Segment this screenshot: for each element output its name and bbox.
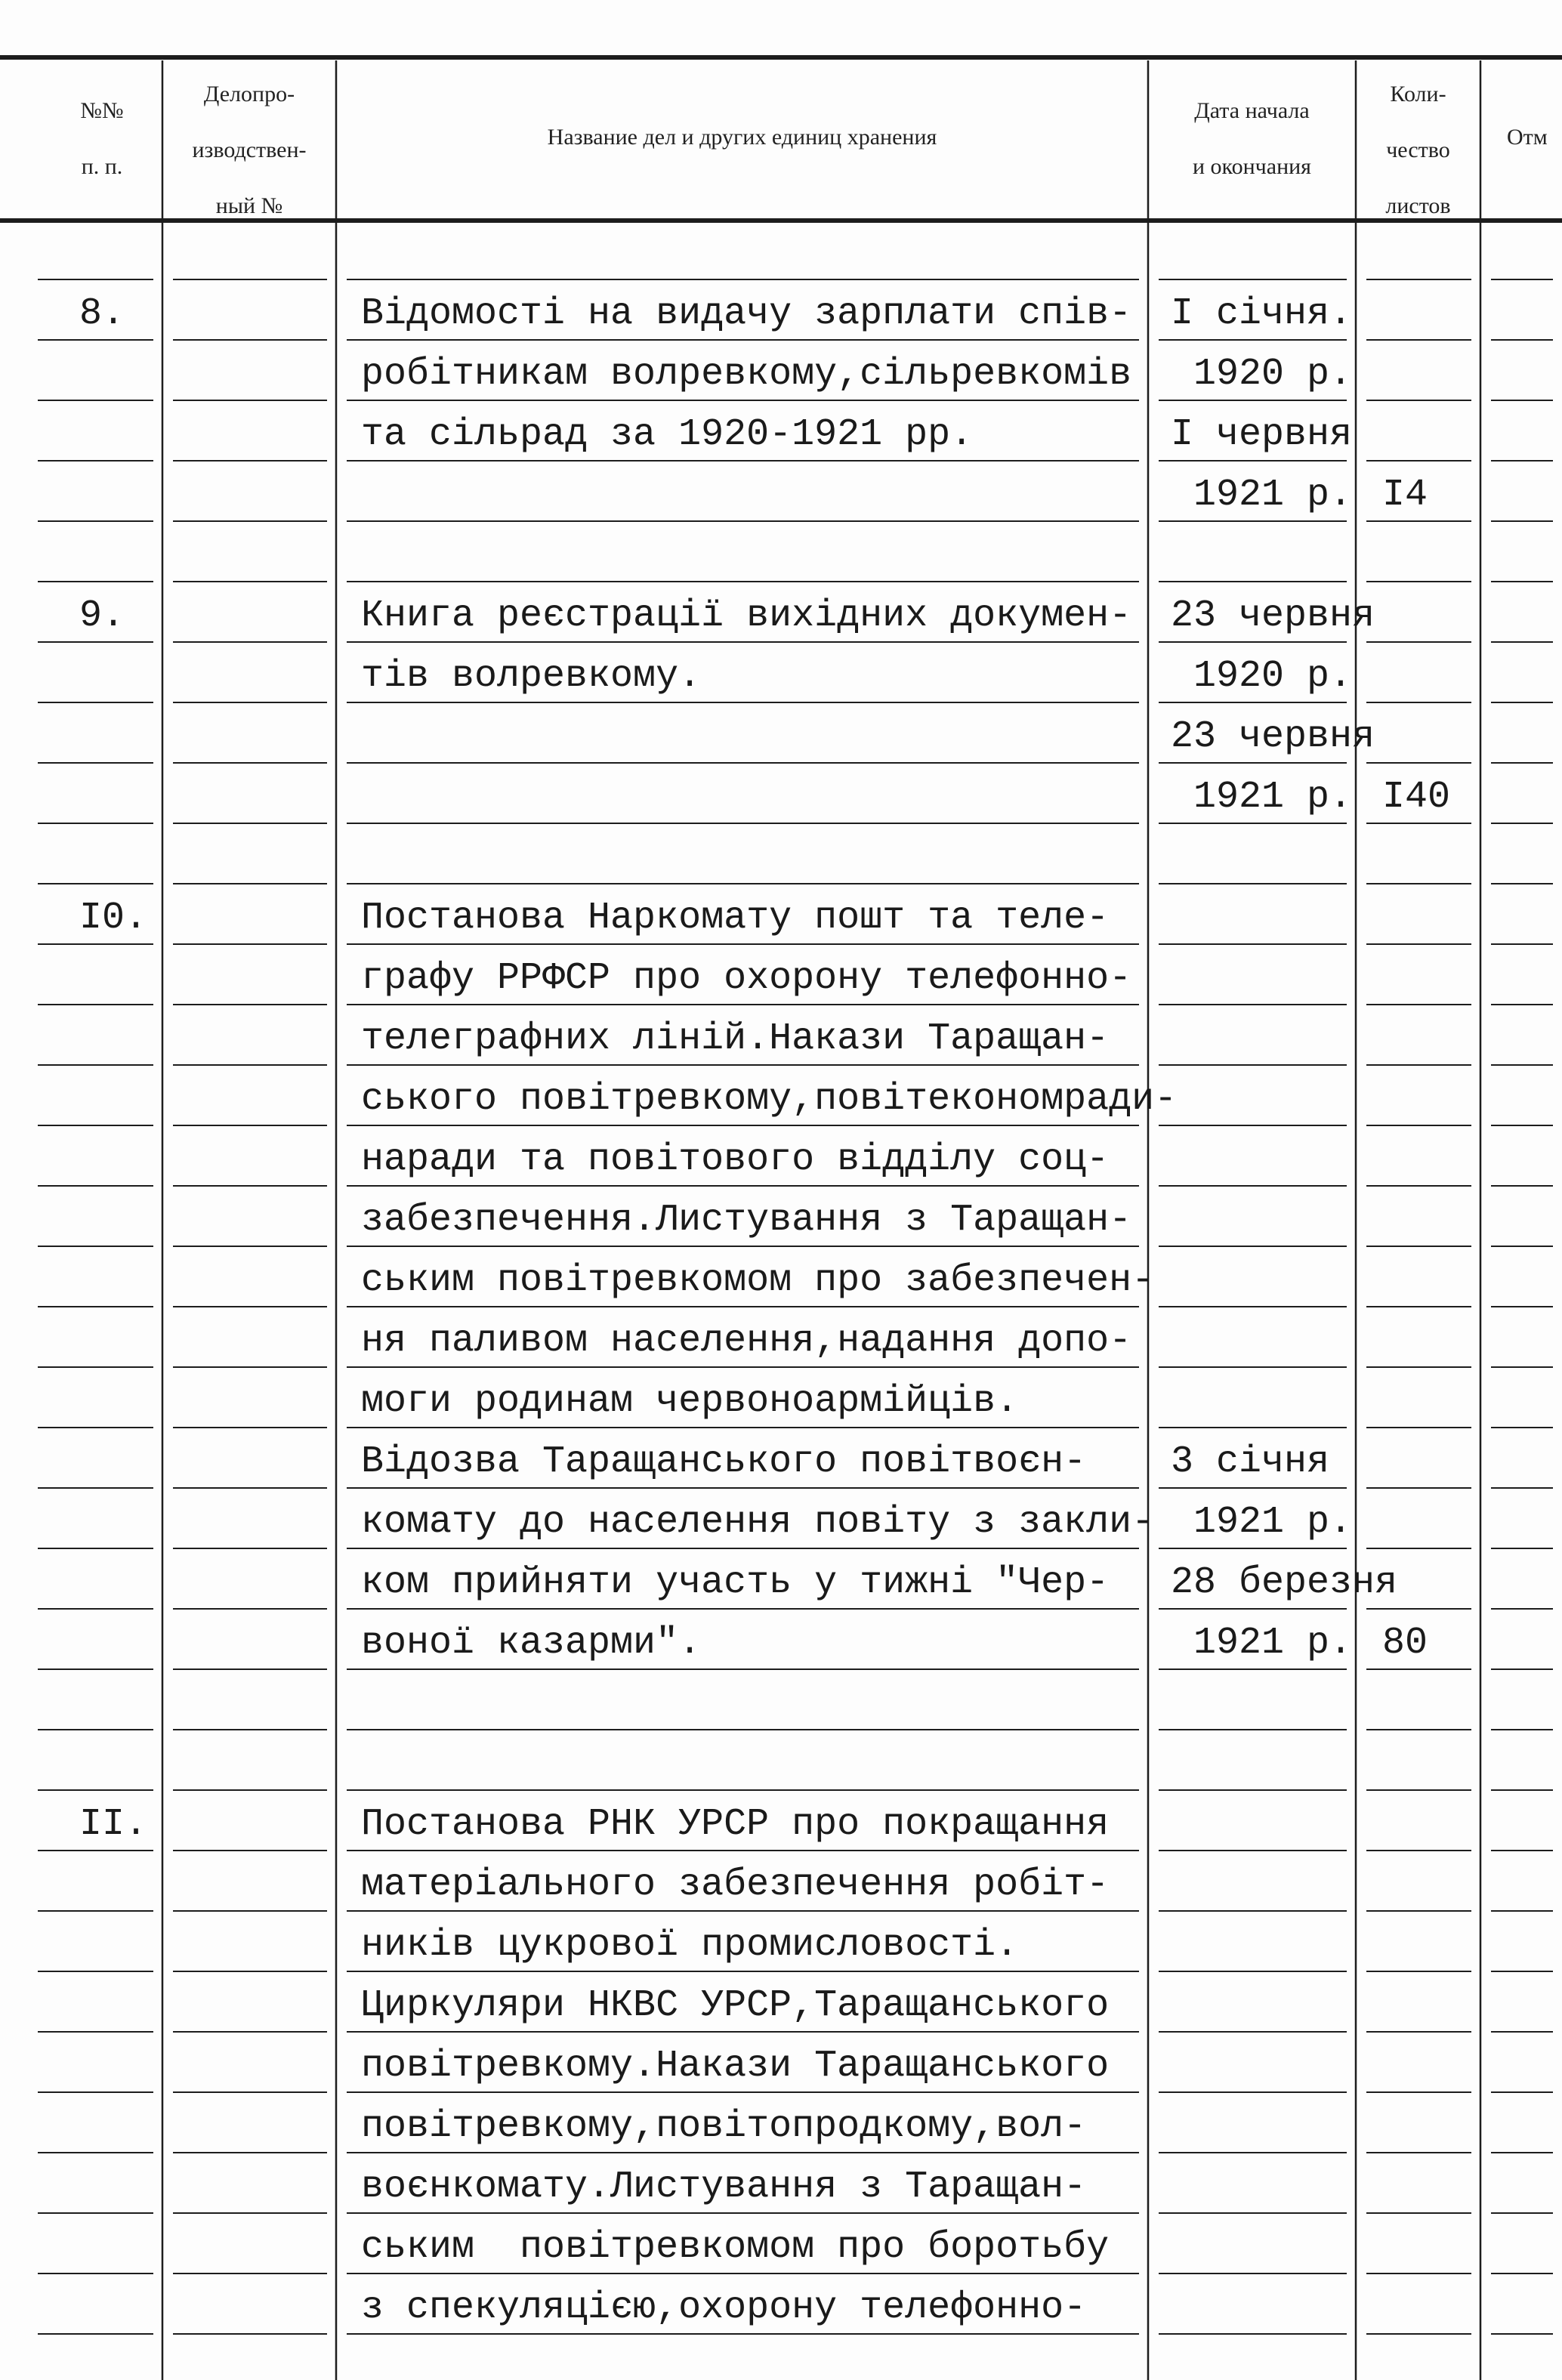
entry-title-line: графу РРФСР про охорону телефонно- bbox=[361, 957, 1132, 1000]
entry-title-line: робітникам волревкому,сільревкомів bbox=[361, 353, 1132, 396]
header-number-line: п. п. bbox=[81, 154, 123, 179]
entry-number: 9. bbox=[79, 594, 125, 637]
entry-sheet-count: 80 bbox=[1382, 1622, 1428, 1665]
entry-title-line: Постанова Наркомату пошт та теле- bbox=[361, 897, 1110, 940]
header-office-line: Делопро- bbox=[203, 82, 295, 106]
entry-number: II. bbox=[79, 1803, 148, 1846]
entry-title-line: повітревкому,повітопродкому,вол- bbox=[361, 2105, 1087, 2148]
entry-date-line: 1921 р. bbox=[1193, 1501, 1353, 1544]
entry-title-line: телеграфних ліній.Накази Таращан- bbox=[361, 1017, 1110, 1060]
header-office-line: ный № bbox=[215, 193, 283, 218]
entry-sheet-count: I40 bbox=[1382, 776, 1451, 819]
header-office-number bbox=[162, 66, 336, 234]
header-dates-line: Дата начала bbox=[1194, 98, 1310, 123]
entry-title-line: тів волревкому. bbox=[361, 655, 702, 698]
header-office-line: изводствен- bbox=[192, 137, 307, 162]
entry-title-line: ським повітревкомом про забезпечен- bbox=[361, 1259, 1155, 1302]
entry-date-line: 28 березня bbox=[1171, 1561, 1398, 1604]
entry-number: 8. bbox=[79, 292, 125, 335]
entry-title-line: ком прийняти участь у тижні "Чер- bbox=[361, 1561, 1110, 1604]
entry-date-line: I червня bbox=[1171, 413, 1353, 456]
header-dates-line: и окончания bbox=[1193, 154, 1311, 179]
header-sheets-line: Коли- bbox=[1390, 82, 1446, 106]
entry-title-line: Постанова РНК УРСР про покращання bbox=[361, 1803, 1110, 1846]
entry-title-line: з спекуляцією,охорону телефонно- bbox=[361, 2286, 1087, 2329]
entry-title-line: наради та повітового відділу соц- bbox=[361, 1138, 1110, 1181]
entry-date-line: 3 січня bbox=[1171, 1440, 1330, 1483]
entry-title-line: та сільрад за 1920-1921 рр. bbox=[361, 413, 974, 456]
entry-date-line: 1921 р. bbox=[1193, 776, 1353, 819]
header-sheets-line: чество bbox=[1386, 137, 1450, 162]
entry-title-line: Циркуляри НКВС УРСР,Таращанського bbox=[361, 1984, 1110, 2027]
entry-title-line: воєнкомату.Листування з Таращан- bbox=[361, 2165, 1087, 2209]
entry-title-line: ня паливом населення,надання допо- bbox=[361, 1320, 1132, 1363]
entry-title-line: Відозва Таращанського повітвоєн- bbox=[361, 1440, 1087, 1483]
entry-title-line: воної казарми". bbox=[361, 1622, 702, 1665]
header-number bbox=[45, 83, 159, 195]
entry-date-line: 1920 р. bbox=[1193, 353, 1353, 396]
entry-date-line: 23 червня bbox=[1171, 594, 1375, 637]
header-dates bbox=[1148, 83, 1356, 195]
entry-title-line: ського повітревкому,повітекономради- bbox=[361, 1078, 1178, 1121]
entry-date-line: 1921 р. bbox=[1193, 474, 1353, 517]
entry-title-line: Відомості на видачу зарплати спів- bbox=[361, 292, 1132, 335]
header-number-line: №№ bbox=[80, 98, 124, 123]
header-notes: Отм bbox=[1507, 125, 1548, 150]
entry-title-line: повітревкому.Накази Таращанського bbox=[361, 2045, 1110, 2088]
header-sheets bbox=[1356, 66, 1480, 234]
entry-title-line: моги родинам червоноармійців. bbox=[361, 1380, 1019, 1423]
entry-title-line: ників цукрової промисловості. bbox=[361, 1924, 1019, 1967]
entry-sheet-count: I4 bbox=[1382, 474, 1428, 517]
header-sheets-line: листов bbox=[1385, 193, 1451, 218]
header-title: Название дел и других единиц хранения bbox=[547, 125, 937, 150]
entry-title-line: Книга реєстрації вихідних докумен- bbox=[361, 594, 1132, 637]
entry-title-line: забезпечення.Листування з Таращан- bbox=[361, 1199, 1132, 1242]
entry-number: I0. bbox=[79, 897, 148, 940]
entry-title-line: комату до населення повіту з закли- bbox=[361, 1501, 1155, 1544]
entry-date-line: 1920 р. bbox=[1193, 655, 1353, 698]
entry-date-line: 1921 р. bbox=[1193, 1622, 1353, 1665]
entry-title-line: ським повітревкомом про боротьбу bbox=[361, 2226, 1110, 2269]
entry-date-line: I січня. bbox=[1171, 292, 1353, 335]
entry-title-line: матеріального забезпечення робіт- bbox=[361, 1863, 1110, 1906]
entry-date-line: 23 червня bbox=[1171, 715, 1375, 758]
